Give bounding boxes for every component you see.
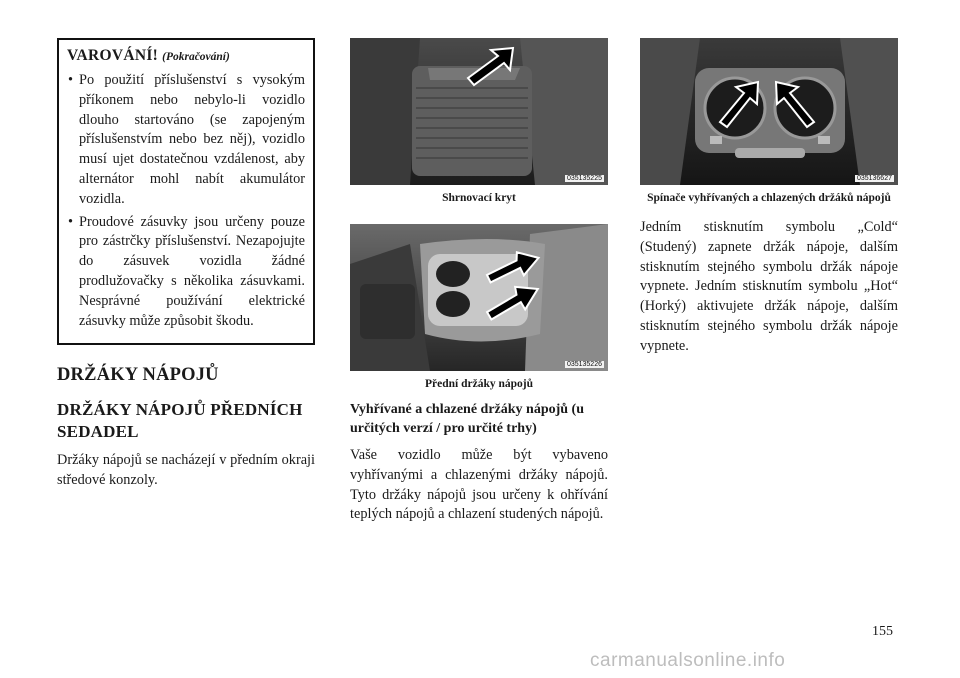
figure-caption: Přední držáky nápojů bbox=[425, 378, 533, 390]
photo-heated-switches bbox=[640, 38, 898, 185]
figure-code: 035136627 bbox=[856, 175, 892, 182]
intro-paragraph: Držáky nápojů se nacházejí v předním okraji středové konzoly. bbox=[57, 452, 315, 489]
figure-code: 035135225 bbox=[566, 175, 602, 182]
warning-box bbox=[57, 38, 315, 345]
figure-caption: Spínače vyhřívaných a chlazených držáků nápojů bbox=[647, 192, 891, 204]
heated-paragraph: Vaše vozidlo může být vybaveno vyhřívanými a chlazenými držáky nápojů. Tyto držáky nápojů jsou určeny k ohřívání teplých nápojů a chlazení studených nápojů. bbox=[350, 447, 608, 523]
page-number: 155 bbox=[872, 624, 893, 639]
section-title: DRŽÁKY NÁPOJŮ bbox=[57, 365, 219, 386]
right-column bbox=[640, 38, 898, 357]
figure-code: 035135226 bbox=[566, 361, 602, 368]
photo-rollup-cover bbox=[350, 38, 608, 185]
left-column bbox=[57, 38, 315, 491]
photo-front-cupholders bbox=[350, 224, 608, 371]
watermark: carmanualsonline.info bbox=[590, 650, 786, 671]
warning-title: VAROVÁNÍ! bbox=[67, 47, 159, 64]
warning-bullet: • Proudové zásuvky jsou určeny pouze pro zástrčky příslušenství. Nezapojujte do zásuvek vozidla žádné prodlužovačky s několika zásuvkami. Nesprávné používání elektrické zásuvky může způsobit škodu. bbox=[68, 213, 305, 329]
middle-column bbox=[350, 38, 608, 525]
warning-heading bbox=[67, 47, 305, 65]
subsection-title: DRŽÁKY NÁPOJŮ PŘEDNÍCH SEDADEL bbox=[57, 400, 303, 442]
warning-bullet: • Po použití příslušenství s vysokým příkonem nebo nebylo-li vozidlo dlouho startováno (se zapojeným příslušenstvím nebo bez něj), vozidlo musí ujet dostatečnou vzdálenost, aby alternátor mohl nabít akumulátor vozidla. bbox=[68, 72, 305, 207]
figure-caption: Shrnovací kryt bbox=[442, 192, 516, 204]
switch-paragraph: Jedním stisknutím symbolu „Cold“ (Studený) zapnete držák nápoje, dalším stisknutím stejného symbolu držák nápoje vypnete. Jedním stisknutím symbolu „Hot“ (Horký) aktivujete držák nápoje, dalším stisknutím stejného symbolu držák nápoje vypnete. bbox=[640, 219, 898, 354]
heated-title: Vyhřívané a chlazené držáky nápojů (u určitých verzí / pro určité trhy) bbox=[350, 402, 585, 436]
warning-list bbox=[67, 71, 305, 331]
warning-continued: (Pokračování) bbox=[162, 51, 230, 63]
